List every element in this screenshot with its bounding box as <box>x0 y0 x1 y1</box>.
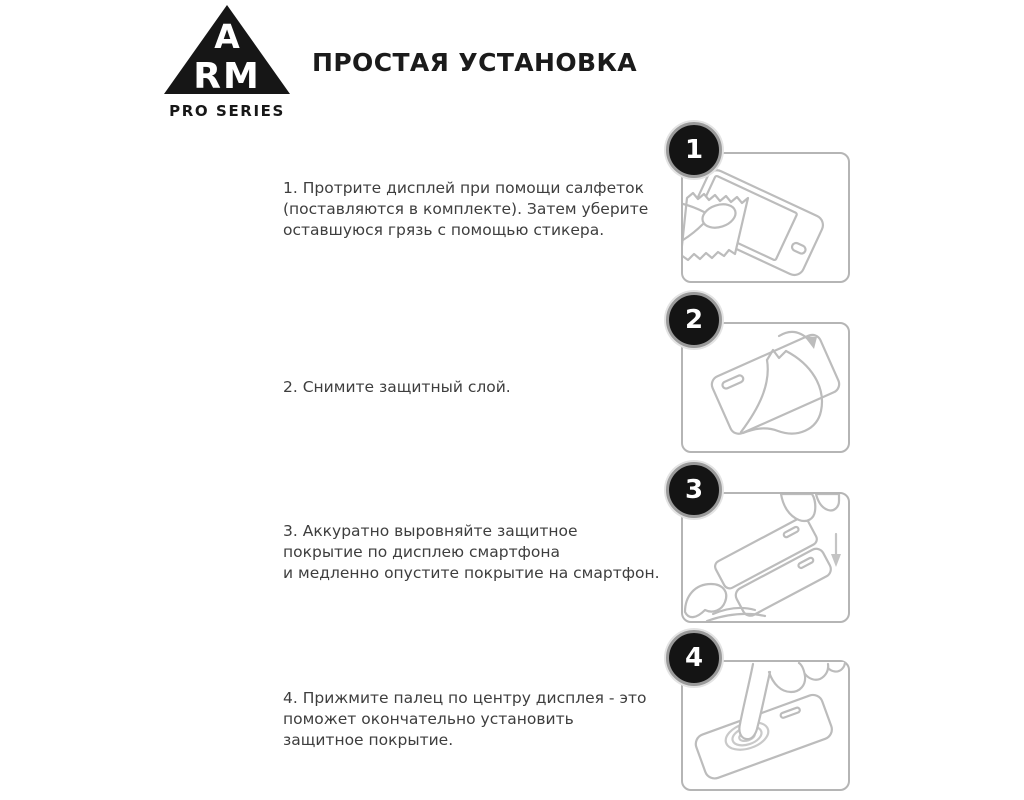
logo-letters-rm: RM <box>193 56 261 96</box>
step-4-number: 4 <box>684 643 704 673</box>
lifted-layer-outline <box>743 351 822 434</box>
step-2-text <box>283 377 511 398</box>
step-4-line-3: защитное покрытие. <box>283 731 454 749</box>
step-3-line-2: покрытие по дисплею смартфона <box>283 543 560 561</box>
step-1-line-3: оставшуюся грязь с помощью стикера. <box>283 221 605 239</box>
logo-subtitle: PRO SERIES <box>169 102 285 120</box>
step-4-line-2: поможет окончательно установить <box>283 710 574 728</box>
step-1-line-2: (поставляются в комплекте). Затем уберите <box>283 200 649 218</box>
phone-outline <box>693 692 835 781</box>
step-4-line-1: 4. Прижмите палец по центру дисплея - это <box>283 689 647 707</box>
down-arrow-head <box>831 554 841 567</box>
step-1-line-1: 1. Протрите дисплей при помощи салфеток <box>283 179 644 197</box>
step-1-number: 1 <box>684 135 704 165</box>
film-tear-edge <box>767 350 786 360</box>
curved-arrow-line <box>779 332 809 340</box>
step-1-number-badge <box>666 122 722 178</box>
step-2-number: 2 <box>684 305 704 335</box>
curved-arrow-head <box>804 336 817 349</box>
hand-silhouette <box>739 662 845 739</box>
step-3-number-badge <box>666 462 722 518</box>
logo-letter-a: A <box>214 17 240 56</box>
arm-triangle-logo-icon <box>162 4 292 96</box>
protector-glass-outline <box>713 515 819 590</box>
step-2-number-badge <box>666 292 722 348</box>
left-hand-finger-line-2 <box>707 614 765 621</box>
page-title: ПРОСТАЯ УСТАНОВКА <box>312 48 638 77</box>
step-4-text <box>283 688 646 751</box>
step-1-text <box>283 178 648 241</box>
film-fold-line <box>741 360 768 432</box>
protector-film-outline <box>709 332 842 437</box>
arm-pro-series-logo <box>162 4 292 120</box>
step-3-line-3: и медленно опустите покрытие на смартфон. <box>283 564 660 582</box>
step-4-number-badge <box>666 630 722 686</box>
step-3-line-1: 3. Аккуратно выровняйте защитное <box>283 522 578 540</box>
right-hand-finger-2 <box>816 494 839 510</box>
step-3-number: 3 <box>684 475 704 505</box>
step-3-text <box>283 521 660 584</box>
step-2-line-1: 2. Снимите защитный слой. <box>283 378 511 396</box>
right-hand-finger-1 <box>781 494 815 521</box>
